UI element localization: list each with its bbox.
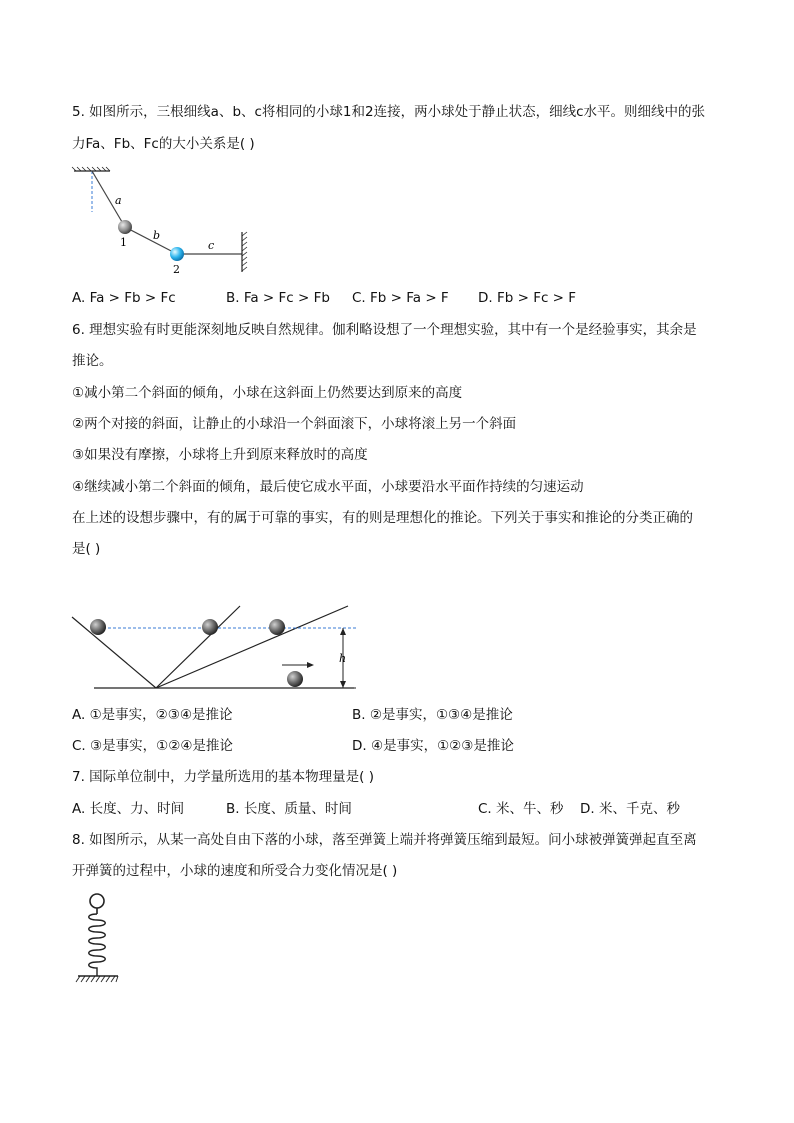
q7-option-d[interactable]: D. 米、千克、秒 <box>580 801 680 817</box>
q7-stem: 7. 国际单位制中，力学量所选用的基本物理量是( ) <box>72 769 374 785</box>
q6-option-b[interactable]: B. ②是事实，①③④是推论 <box>352 707 513 723</box>
q6-figure <box>72 600 362 694</box>
q8-figure <box>72 890 126 986</box>
q7-option-b[interactable]: B. 长度、质量、时间 <box>226 801 352 817</box>
q6-stem-line1: 6. 理想实验有时更能深刻地反映自然规律。伽利略设想了一个理想实验，其中有一个是经验事实，其余是 <box>72 322 697 338</box>
q7-option-a[interactable]: A. 长度、力、时间 <box>72 801 185 817</box>
label-1: 1 <box>120 236 127 249</box>
q6-statement-2: ②两个对接的斜面，让静止的小球沿一个斜面滚下，小球将滚上另一个斜面 <box>72 416 517 432</box>
q6-stem-line3: 在上述的设想步骤中，有的属于可靠的事实，有的则是理想化的推论。下列关于事实和推论的分类正确的 <box>72 510 693 526</box>
q5-option-d[interactable]: D. Fb > Fc > F <box>478 290 577 306</box>
q5-option-a[interactable]: A. Fa > Fb > Fc <box>72 290 176 306</box>
label-h: h <box>339 652 347 665</box>
q8-stem-line1: 8. 如图所示，从某一高处自由下落的小球，落至弹簧上端并将弹簧压缩到最短。问小球被弹簧弹起直至离 <box>72 832 697 848</box>
ball-right <box>269 619 285 635</box>
label-a: a <box>115 194 122 207</box>
spring <box>89 914 106 976</box>
q6-option-a[interactable]: A. ①是事实，②③④是推论 <box>72 707 233 723</box>
q5-stem-line2: 力Fa、Fb、Fc的大小关系是( ) <box>72 136 255 152</box>
ball-1 <box>118 220 132 234</box>
q6-statement-3: ③如果没有摩擦，小球将上升到原来释放时的高度 <box>72 447 368 463</box>
q5-option-b[interactable]: B. Fa > Fc > Fb <box>226 290 330 306</box>
q5-stem-line1: 5. 如图所示，三根细线a、b、c将相同的小球1和2连接，两小球处于静止状态，细线c水平。则细线中的张 <box>72 104 706 120</box>
ball-left <box>90 619 106 635</box>
q6-stem-line2: 推论。 <box>72 353 113 369</box>
q6-statement-1: ①减小第二个斜面的倾角，小球在这斜面上仍然要达到原来的高度 <box>72 385 463 401</box>
q8-stem-line2: 开弹簧的过程中，小球的速度和所受合力变化情况是( ) <box>72 863 398 879</box>
ball-middle <box>202 619 218 635</box>
q6-statement-4: ④继续减小第二个斜面的倾角，最后使它成水平面，小球要沿水平面作持续的匀速运动 <box>72 479 584 495</box>
ball-2 <box>170 247 184 261</box>
q6-option-c[interactable]: C. ③是事实，①②④是推论 <box>72 738 233 754</box>
label-c: c <box>208 239 215 252</box>
q5-option-c[interactable]: C. Fb > Fa > F <box>352 290 449 306</box>
q6-option-d[interactable]: D. ④是事实，①②③是推论 <box>352 738 514 754</box>
q7-option-c[interactable]: C. 米、牛、秒 <box>478 801 564 817</box>
ball-floor <box>287 671 303 687</box>
q5-figure <box>72 166 262 276</box>
label-2: 2 <box>173 263 180 276</box>
q6-stem-line4: 是( ) <box>72 541 101 557</box>
label-b: b <box>153 229 161 242</box>
ball-top <box>90 894 104 908</box>
